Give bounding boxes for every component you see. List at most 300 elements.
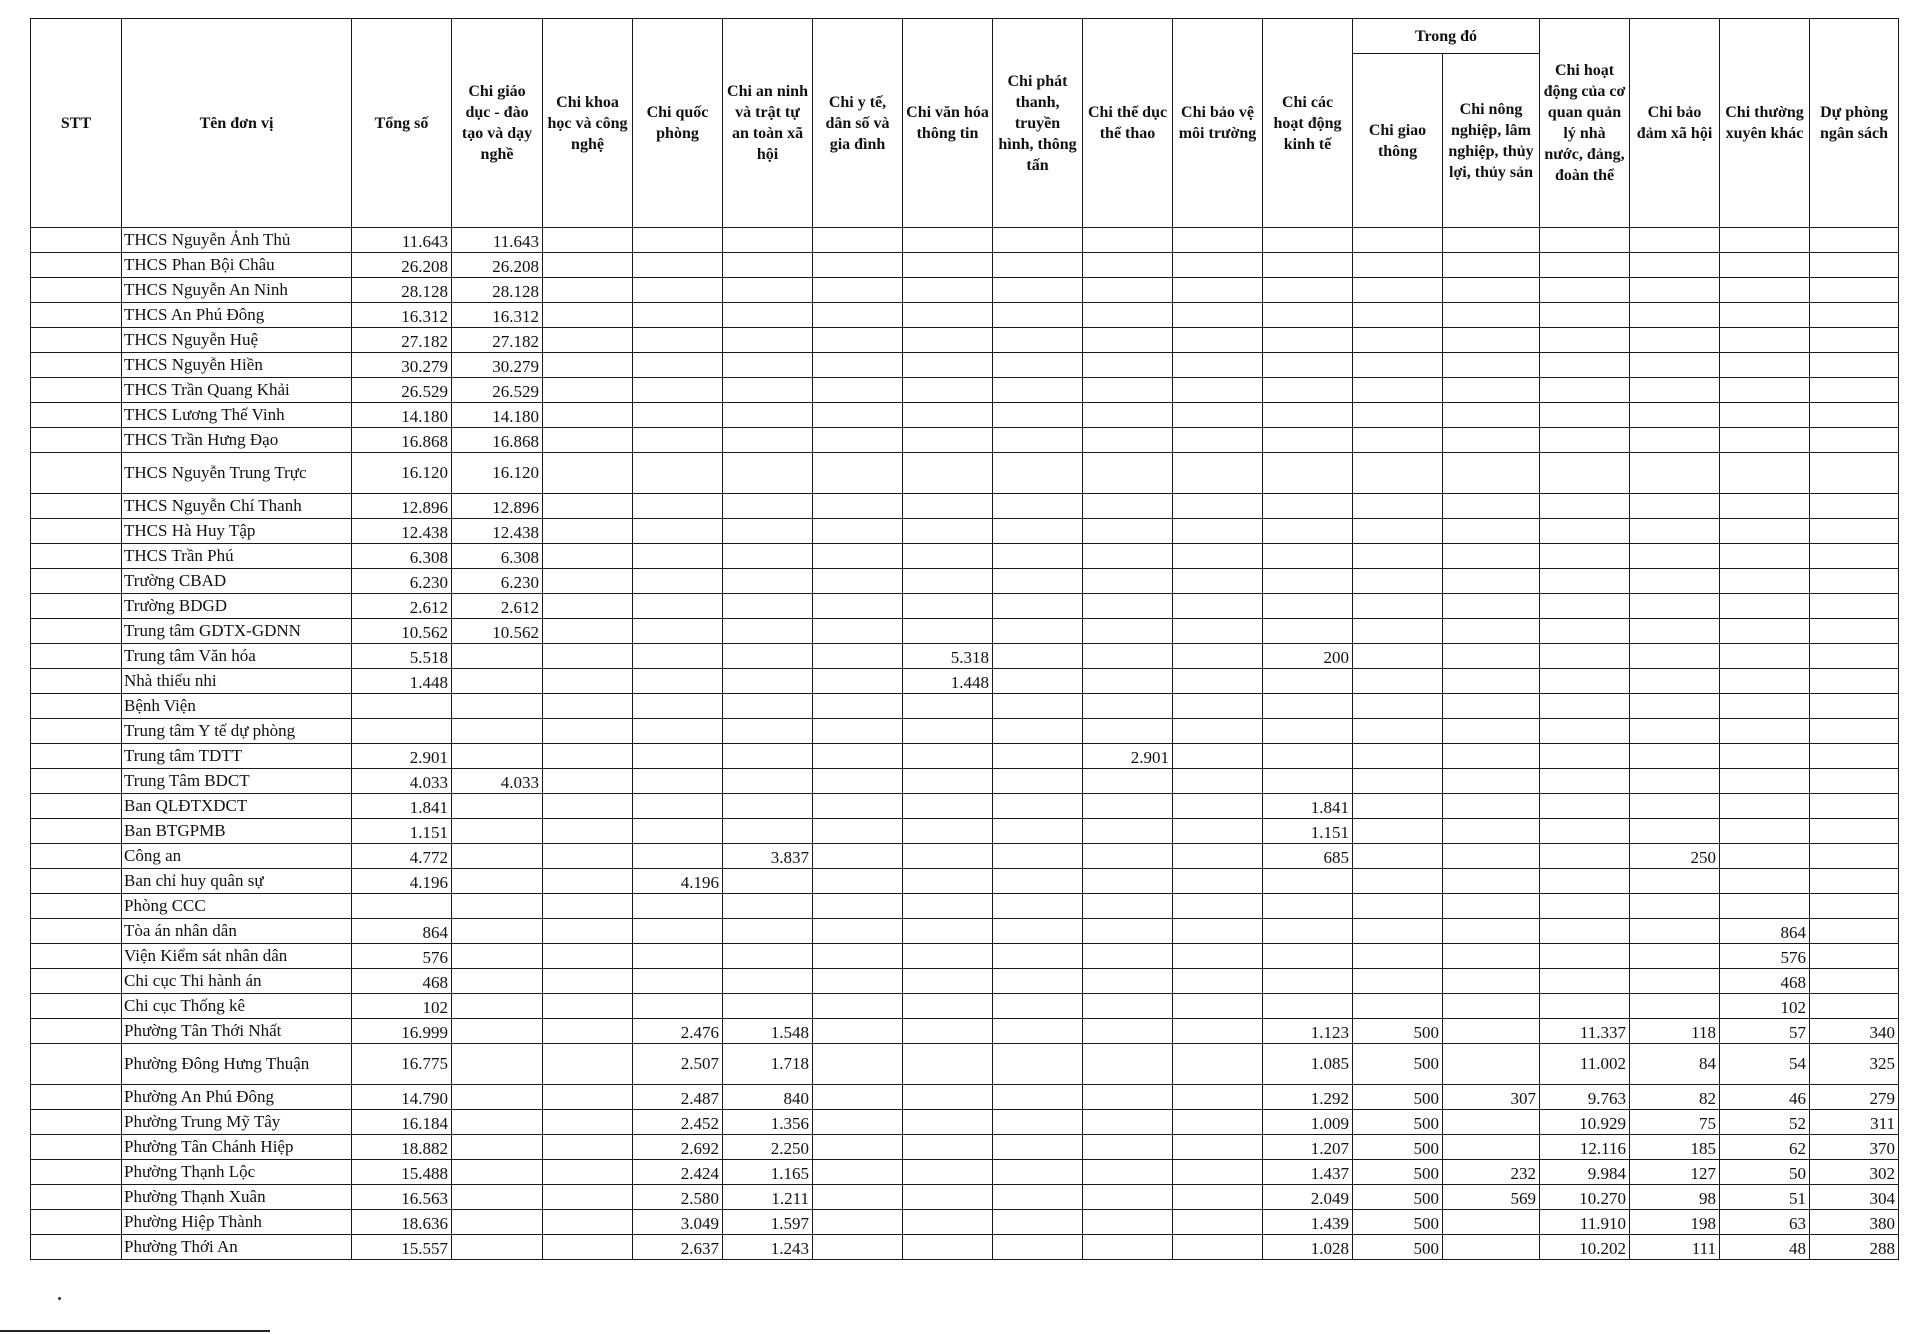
cell-value: 370 xyxy=(1810,1135,1899,1160)
cell-value xyxy=(1810,569,1899,594)
cell-value: 30.279 xyxy=(352,353,452,378)
cell-value xyxy=(1720,328,1810,353)
cell-value xyxy=(903,819,993,844)
cell-value xyxy=(543,844,633,869)
cell-value: 1.165 xyxy=(723,1160,813,1185)
cell-value xyxy=(1630,303,1720,328)
cell-value xyxy=(543,519,633,544)
cell-value: 111 xyxy=(1630,1235,1720,1260)
cell-value: 12.896 xyxy=(452,494,543,519)
cell-value xyxy=(993,694,1083,719)
cell-value xyxy=(813,1019,903,1044)
cell-value xyxy=(1810,453,1899,494)
cell-value xyxy=(1173,694,1263,719)
cell-value: 307 xyxy=(1443,1085,1540,1110)
cell-value: 15.557 xyxy=(352,1235,452,1260)
cell-stt xyxy=(31,619,122,644)
cell-value xyxy=(1083,644,1173,669)
cell-value xyxy=(1083,353,1173,378)
cell-value xyxy=(452,1160,543,1185)
cell-value: 16.868 xyxy=(352,428,452,453)
cell-value xyxy=(543,403,633,428)
cell-value xyxy=(903,744,993,769)
cell-value xyxy=(993,994,1083,1019)
cell-value xyxy=(543,569,633,594)
cell-value xyxy=(1173,278,1263,303)
cell-value xyxy=(723,428,813,453)
cell-value xyxy=(903,253,993,278)
cell-value xyxy=(1353,794,1443,819)
header-du-phong: Dự phòng ngân sách xyxy=(1810,19,1899,228)
cell-value xyxy=(1540,428,1630,453)
cell-value xyxy=(543,453,633,494)
cell-value xyxy=(993,869,1083,894)
cell-value: 50 xyxy=(1720,1160,1810,1185)
cell-value xyxy=(633,794,723,819)
cell-value xyxy=(813,1135,903,1160)
cell-value xyxy=(1263,569,1353,594)
cell-value xyxy=(813,228,903,253)
cell-value xyxy=(1720,494,1810,519)
cell-stt xyxy=(31,519,122,544)
cell-unit-name: Tòa án nhân dân xyxy=(122,919,352,944)
cell-value xyxy=(543,644,633,669)
cell-value xyxy=(633,378,723,403)
cell-value xyxy=(993,894,1083,919)
cell-value: 2.612 xyxy=(352,594,452,619)
cell-value xyxy=(543,969,633,994)
cell-value xyxy=(1173,1135,1263,1160)
table-row xyxy=(31,644,1899,669)
cell-value xyxy=(903,1110,993,1135)
cell-value xyxy=(993,519,1083,544)
cell-value xyxy=(1630,253,1720,278)
cell-value xyxy=(1810,378,1899,403)
cell-value: 102 xyxy=(352,994,452,1019)
header-kinh-te: Chi các hoạt động kinh tế xyxy=(1263,19,1353,228)
cell-value xyxy=(1353,894,1443,919)
cell-value: 1.085 xyxy=(1263,1044,1353,1085)
cell-unit-name: Phường Đông Hưng Thuận xyxy=(122,1044,352,1085)
cell-value xyxy=(543,278,633,303)
cell-value xyxy=(1630,819,1720,844)
cell-value xyxy=(1173,844,1263,869)
table-row xyxy=(31,994,1899,1019)
table-row xyxy=(31,694,1899,719)
cell-value xyxy=(993,1044,1083,1085)
cell-value xyxy=(1173,1044,1263,1085)
cell-value xyxy=(1720,644,1810,669)
header-khoa-hoc: Chi khoa học và công nghệ xyxy=(543,19,633,228)
cell-stt xyxy=(31,744,122,769)
cell-value xyxy=(903,619,993,644)
table-row xyxy=(31,253,1899,278)
cell-value xyxy=(1630,919,1720,944)
cell-value xyxy=(903,694,993,719)
cell-value: 11.643 xyxy=(352,228,452,253)
cell-value xyxy=(813,453,903,494)
cell-value: 279 xyxy=(1810,1085,1899,1110)
cell-value xyxy=(903,594,993,619)
cell-value xyxy=(1810,544,1899,569)
cell-value xyxy=(723,719,813,744)
cell-value: 10.562 xyxy=(452,619,543,644)
cell-value: 63 xyxy=(1720,1210,1810,1235)
cell-value: 26.208 xyxy=(452,253,543,278)
cell-value: 27.182 xyxy=(452,328,543,353)
cell-value xyxy=(993,303,1083,328)
cell-value xyxy=(1540,228,1630,253)
cell-value xyxy=(1353,744,1443,769)
cell-value xyxy=(1540,819,1630,844)
cell-value: 1.439 xyxy=(1263,1210,1353,1235)
cell-value xyxy=(723,894,813,919)
cell-value xyxy=(1083,494,1173,519)
cell-value xyxy=(1173,719,1263,744)
cell-value: 5.318 xyxy=(903,644,993,669)
cell-value xyxy=(1353,719,1443,744)
bottom-rule xyxy=(0,1330,270,1332)
cell-value xyxy=(633,894,723,919)
cell-value xyxy=(1083,844,1173,869)
cell-value: 84 xyxy=(1630,1044,1720,1085)
cell-stt xyxy=(31,1135,122,1160)
cell-value xyxy=(1720,303,1810,328)
cell-value xyxy=(452,719,543,744)
cell-value xyxy=(1353,769,1443,794)
cell-value xyxy=(1810,328,1899,353)
cell-value xyxy=(452,744,543,769)
cell-value xyxy=(903,1160,993,1185)
cell-value xyxy=(1083,1210,1173,1235)
cell-value xyxy=(993,1185,1083,1210)
cell-value: 4.196 xyxy=(352,869,452,894)
cell-stt xyxy=(31,919,122,944)
cell-value xyxy=(1263,694,1353,719)
cell-value xyxy=(543,694,633,719)
cell-stt xyxy=(31,1110,122,1135)
cell-value xyxy=(452,1110,543,1135)
cell-value xyxy=(1720,569,1810,594)
cell-value xyxy=(1083,1019,1173,1044)
cell-value xyxy=(1443,644,1540,669)
cell-value xyxy=(813,694,903,719)
cell-value: 1.009 xyxy=(1263,1110,1353,1135)
header-giao-thong: Chi giao thông xyxy=(1353,54,1443,228)
cell-value xyxy=(1720,694,1810,719)
cell-value xyxy=(1263,519,1353,544)
cell-value xyxy=(543,544,633,569)
cell-value xyxy=(1540,769,1630,794)
cell-stt xyxy=(31,278,122,303)
cell-value: 1.718 xyxy=(723,1044,813,1085)
header-moi-truong: Chi bảo vệ môi trường xyxy=(1173,19,1263,228)
cell-value xyxy=(1353,278,1443,303)
cell-value xyxy=(543,1160,633,1185)
cell-value xyxy=(1720,544,1810,569)
cell-unit-name: Chi cục Thi hành án xyxy=(122,969,352,994)
cell-unit-name: THCS Trần Hưng Đạo xyxy=(122,428,352,453)
cell-value: 16.999 xyxy=(352,1019,452,1044)
cell-value: 16.120 xyxy=(452,453,543,494)
cell-value xyxy=(1630,428,1720,453)
cell-value xyxy=(903,353,993,378)
cell-value: 864 xyxy=(1720,919,1810,944)
cell-value xyxy=(1083,453,1173,494)
cell-value xyxy=(1263,669,1353,694)
cell-stt xyxy=(31,694,122,719)
cell-value xyxy=(633,428,723,453)
table-row xyxy=(31,744,1899,769)
cell-value: 118 xyxy=(1630,1019,1720,1044)
cell-value xyxy=(1810,794,1899,819)
table-row xyxy=(31,819,1899,844)
cell-unit-name: Trung Tâm BDCT xyxy=(122,769,352,794)
cell-value xyxy=(1173,253,1263,278)
cell-value xyxy=(1540,544,1630,569)
cell-value: 14.790 xyxy=(352,1085,452,1110)
table-row xyxy=(31,619,1899,644)
cell-value xyxy=(1353,328,1443,353)
cell-value xyxy=(1720,353,1810,378)
cell-value xyxy=(633,353,723,378)
cell-value xyxy=(1353,519,1443,544)
cell-value: 864 xyxy=(352,919,452,944)
cell-value xyxy=(903,994,993,1019)
cell-stt xyxy=(31,1235,122,1260)
cell-value xyxy=(1173,1185,1263,1210)
cell-value: 48 xyxy=(1720,1235,1810,1260)
cell-value xyxy=(1263,869,1353,894)
cell-value xyxy=(1630,569,1720,594)
cell-value xyxy=(1540,403,1630,428)
cell-unit-name: Trường BDGD xyxy=(122,594,352,619)
cell-value xyxy=(813,494,903,519)
cell-value xyxy=(452,894,543,919)
cell-value xyxy=(1083,819,1173,844)
cell-value xyxy=(633,819,723,844)
cell-value xyxy=(723,494,813,519)
cell-value: 1.448 xyxy=(903,669,993,694)
header-trong-do: Trong đó xyxy=(1353,19,1540,54)
cell-value xyxy=(543,944,633,969)
cell-unit-name: THCS Hà Huy Tập xyxy=(122,519,352,544)
cell-value xyxy=(1173,1160,1263,1185)
cell-value xyxy=(452,1185,543,1210)
cell-value xyxy=(1810,644,1899,669)
cell-value xyxy=(1263,278,1353,303)
cell-value xyxy=(1540,303,1630,328)
cell-value xyxy=(543,1019,633,1044)
cell-value xyxy=(543,794,633,819)
cell-stt xyxy=(31,1044,122,1085)
cell-value xyxy=(543,353,633,378)
cell-value xyxy=(1353,544,1443,569)
cell-value xyxy=(1443,278,1540,303)
cell-value xyxy=(993,428,1083,453)
cell-value: 2.637 xyxy=(633,1235,723,1260)
cell-stt xyxy=(31,353,122,378)
cell-value xyxy=(1540,494,1630,519)
cell-value: 1.243 xyxy=(723,1235,813,1260)
table-body xyxy=(31,228,1899,1260)
cell-value xyxy=(993,1235,1083,1260)
cell-value: 500 xyxy=(1353,1019,1443,1044)
table-row xyxy=(31,1210,1899,1235)
cell-value xyxy=(1353,619,1443,644)
cell-value xyxy=(1720,894,1810,919)
cell-value xyxy=(452,969,543,994)
cell-value xyxy=(813,1110,903,1135)
cell-value: 340 xyxy=(1810,1019,1899,1044)
cell-value xyxy=(813,403,903,428)
cell-value xyxy=(1263,894,1353,919)
cell-unit-name: Ban QLĐTXDCT xyxy=(122,794,352,819)
cell-stt xyxy=(31,844,122,869)
cell-stt xyxy=(31,494,122,519)
table-row xyxy=(31,303,1899,328)
table-row xyxy=(31,569,1899,594)
cell-value xyxy=(1810,253,1899,278)
cell-value xyxy=(1173,769,1263,794)
cell-value xyxy=(993,819,1083,844)
cell-value xyxy=(1810,944,1899,969)
cell-value xyxy=(1810,669,1899,694)
cell-value xyxy=(1443,519,1540,544)
cell-value: 127 xyxy=(1630,1160,1720,1185)
cell-value: 16.120 xyxy=(352,453,452,494)
cell-value xyxy=(352,694,452,719)
cell-value: 11.002 xyxy=(1540,1044,1630,1085)
cell-value xyxy=(633,453,723,494)
cell-value xyxy=(903,769,993,794)
cell-value xyxy=(1263,378,1353,403)
cell-value: 2.692 xyxy=(633,1135,723,1160)
cell-value xyxy=(1630,328,1720,353)
cell-value xyxy=(1263,303,1353,328)
cell-value xyxy=(1263,328,1353,353)
cell-value xyxy=(633,694,723,719)
table-row xyxy=(31,669,1899,694)
cell-value xyxy=(1443,1044,1540,1085)
cell-value: 500 xyxy=(1353,1235,1443,1260)
cell-value xyxy=(1443,694,1540,719)
cell-value xyxy=(813,544,903,569)
cell-value xyxy=(1083,894,1173,919)
cell-value: 200 xyxy=(1263,644,1353,669)
cell-value: 2.476 xyxy=(633,1019,723,1044)
cell-value: 98 xyxy=(1630,1185,1720,1210)
cell-value: 1.207 xyxy=(1263,1135,1353,1160)
cell-value xyxy=(1630,519,1720,544)
cell-value xyxy=(1353,569,1443,594)
cell-unit-name: Trung tâm Y tế dự phòng xyxy=(122,719,352,744)
cell-value xyxy=(1173,569,1263,594)
cell-value xyxy=(1083,1044,1173,1085)
cell-value xyxy=(1173,403,1263,428)
cell-value: 288 xyxy=(1810,1235,1899,1260)
cell-value: 9.984 xyxy=(1540,1160,1630,1185)
cell-value xyxy=(1630,644,1720,669)
cell-value xyxy=(1443,869,1540,894)
cell-value: 15.488 xyxy=(352,1160,452,1185)
cell-value: 232 xyxy=(1443,1160,1540,1185)
cell-value xyxy=(543,869,633,894)
cell-value xyxy=(993,944,1083,969)
cell-value xyxy=(1173,228,1263,253)
cell-value xyxy=(1720,769,1810,794)
cell-stt xyxy=(31,819,122,844)
cell-unit-name: Bệnh Viện xyxy=(122,694,352,719)
cell-value xyxy=(1263,769,1353,794)
cell-value: 14.180 xyxy=(452,403,543,428)
cell-value xyxy=(903,1210,993,1235)
cell-value xyxy=(723,644,813,669)
cell-value: 46 xyxy=(1720,1085,1810,1110)
cell-value: 26.529 xyxy=(352,378,452,403)
cell-value xyxy=(1353,919,1443,944)
table-row xyxy=(31,378,1899,403)
cell-value xyxy=(723,969,813,994)
cell-value xyxy=(1083,669,1173,694)
cell-stt xyxy=(31,669,122,694)
cell-value xyxy=(903,894,993,919)
cell-value xyxy=(1083,544,1173,569)
cell-value: 3.049 xyxy=(633,1210,723,1235)
cell-value xyxy=(1720,378,1810,403)
cell-value xyxy=(993,544,1083,569)
cell-stt xyxy=(31,228,122,253)
cell-value xyxy=(1263,969,1353,994)
cell-value xyxy=(633,403,723,428)
table-row xyxy=(31,453,1899,494)
cell-value xyxy=(903,719,993,744)
cell-value: 380 xyxy=(1810,1210,1899,1235)
cell-value: 1.356 xyxy=(723,1110,813,1135)
cell-value xyxy=(1443,494,1540,519)
cell-value xyxy=(1630,544,1720,569)
cell-value xyxy=(1263,619,1353,644)
cell-unit-name: Công an xyxy=(122,844,352,869)
cell-value: 1.448 xyxy=(352,669,452,694)
cell-value xyxy=(813,594,903,619)
cell-unit-name: THCS Trần Quang Khải xyxy=(122,378,352,403)
cell-value: 302 xyxy=(1810,1160,1899,1185)
cell-unit-name: THCS Nguyễn Ảnh Thủ xyxy=(122,228,352,253)
cell-value xyxy=(1443,894,1540,919)
cell-value xyxy=(993,1135,1083,1160)
cell-value xyxy=(1720,278,1810,303)
cell-value: 16.775 xyxy=(352,1044,452,1085)
cell-value xyxy=(1263,944,1353,969)
cell-value: 10.202 xyxy=(1540,1235,1630,1260)
cell-value xyxy=(1083,694,1173,719)
cell-value xyxy=(1263,594,1353,619)
cell-value xyxy=(1443,1210,1540,1235)
cell-value xyxy=(993,253,1083,278)
cell-value xyxy=(633,278,723,303)
cell-value xyxy=(1630,594,1720,619)
cell-value: 1.028 xyxy=(1263,1235,1353,1260)
cell-value xyxy=(1810,403,1899,428)
cell-value xyxy=(1443,769,1540,794)
cell-value xyxy=(543,1210,633,1235)
cell-value: 185 xyxy=(1630,1135,1720,1160)
cell-value: 840 xyxy=(723,1085,813,1110)
cell-value xyxy=(1263,453,1353,494)
cell-value xyxy=(1720,669,1810,694)
cell-value xyxy=(813,1235,903,1260)
